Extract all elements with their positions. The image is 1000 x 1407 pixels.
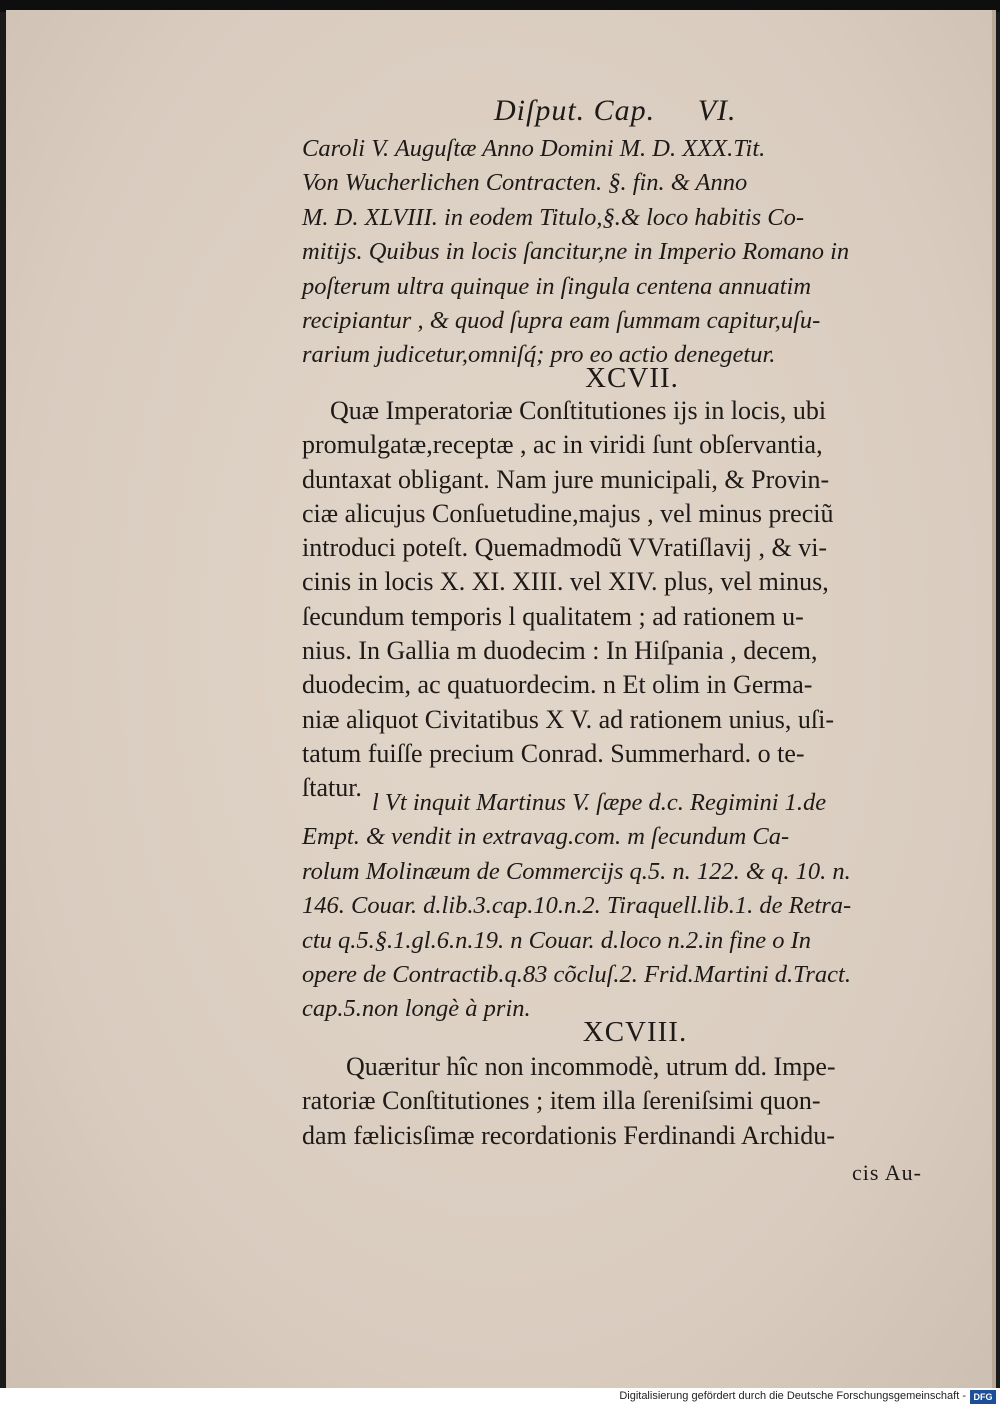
note-line: recipiantur , & quod ſupra eam ſummam capitur,uſu- [302, 307, 821, 335]
dfg-logo: DFG [970, 1390, 996, 1404]
note-line: l Vt inquit Martinus V. ſæpe d.c. Regimini 1.de [372, 789, 827, 816]
body-line: ſtatur. [302, 773, 362, 803]
body-line: duntaxat obligant. Nam jure municipali, & Provin- [302, 464, 830, 494]
note-line: 146. Couar. d.lib.3.cap.10.n.2. Tiraquell.lib.1. de Retra- [302, 892, 852, 920]
section-98-body [302, 1050, 942, 1153]
footer-bar [0, 1388, 1000, 1407]
note-line: M. D. XLVIII. in eodem Titulo,§.& loco habitis Co- [302, 203, 804, 231]
note-line: ctu q.5.§.1.gl.6.n.19. n Couar. d.loco n.2.in fine o In [302, 926, 812, 954]
note-line: poſterum ultra quinque in ſingula centena annuatim [302, 272, 812, 300]
running-title: Diſput. Cap. [494, 94, 656, 127]
document-page [6, 10, 996, 1388]
section-number-97: XCVII. [585, 362, 679, 394]
page-edge [992, 10, 996, 1388]
body-line: promulgatæ,receptæ , ac in viridi ſunt obſervantia, [302, 430, 823, 460]
funding-credit: Digitalisierung gefördert durch die Deutsche Forschungsgemeinschaft - [619, 1390, 966, 1402]
body-line: dam fælicisſimæ recordationis Ferdinandi Archidu- [302, 1120, 835, 1150]
note-continuation [302, 132, 942, 373]
body-line: Quæ Imperatoriæ Conſtitutiones ijs in locis, ubi [330, 396, 827, 425]
body-line: niæ aliquot Civitatibus X V. ad rationem unius, uſi- [302, 704, 835, 734]
section-97-body [302, 394, 942, 806]
body-line: ſecundum temporis l qualitatem ; ad rationem u- [302, 601, 804, 631]
body-line: cinis in locis X. XI. XIII. vel XIV. plus, vel minus, [302, 567, 829, 597]
note-line: cap.5.non longè à prin. [302, 995, 531, 1023]
note-line: opere de Contractib.q.83 cõcluſ.2. Frid.Martini d.Tract. [302, 961, 851, 989]
note-line: Caroli V. Auguſtæ Anno Domini M. D. XXX.Tit. [302, 135, 766, 162]
body-line: introduci poteſt. Quemadmodũ VVratiſlavij , & vi- [302, 533, 828, 563]
note-line: Empt. & vendit in extravag.com. m ſecundum Ca- [302, 823, 790, 851]
note-line: rarium judicetur,omniſq́; pro eo actio denegetur. [302, 341, 776, 369]
catchword: cis Au- [852, 1160, 922, 1185]
section-number-98: XCVIII. [582, 1016, 688, 1048]
body-line: ratoriæ Conſtitutiones ; item illa ſereniſsimi quon- [302, 1086, 821, 1116]
body-line: duodecim, ac quatuordecim. n Et olim in Germa- [302, 670, 813, 700]
body-line: ciæ alicujus Conſuetudine,majus , vel minus preciũ [302, 498, 834, 528]
note-line: mitijs. Quibus in locis ſancitur,ne in Imperio Romano in [302, 238, 850, 266]
body-line: Quæritur hîc non incommodè, utrum dd. Impe- [346, 1052, 836, 1081]
chapter-numeral: VI. [697, 94, 737, 127]
running-header [494, 94, 754, 128]
note-line: Von Wucherlichen Contracten. §. fin. & Anno [302, 169, 748, 197]
body-line: tatum fuiſſe precium Conrad. Summerhard. o te- [302, 738, 805, 768]
section-97-notes [302, 786, 942, 1027]
body-line: nius. In Gallia m duodecim : In Hiſpania , decem, [302, 636, 818, 666]
note-line: rolum Molinæum de Commercijs q.5. n. 122. & q. 10. n. [302, 857, 851, 885]
